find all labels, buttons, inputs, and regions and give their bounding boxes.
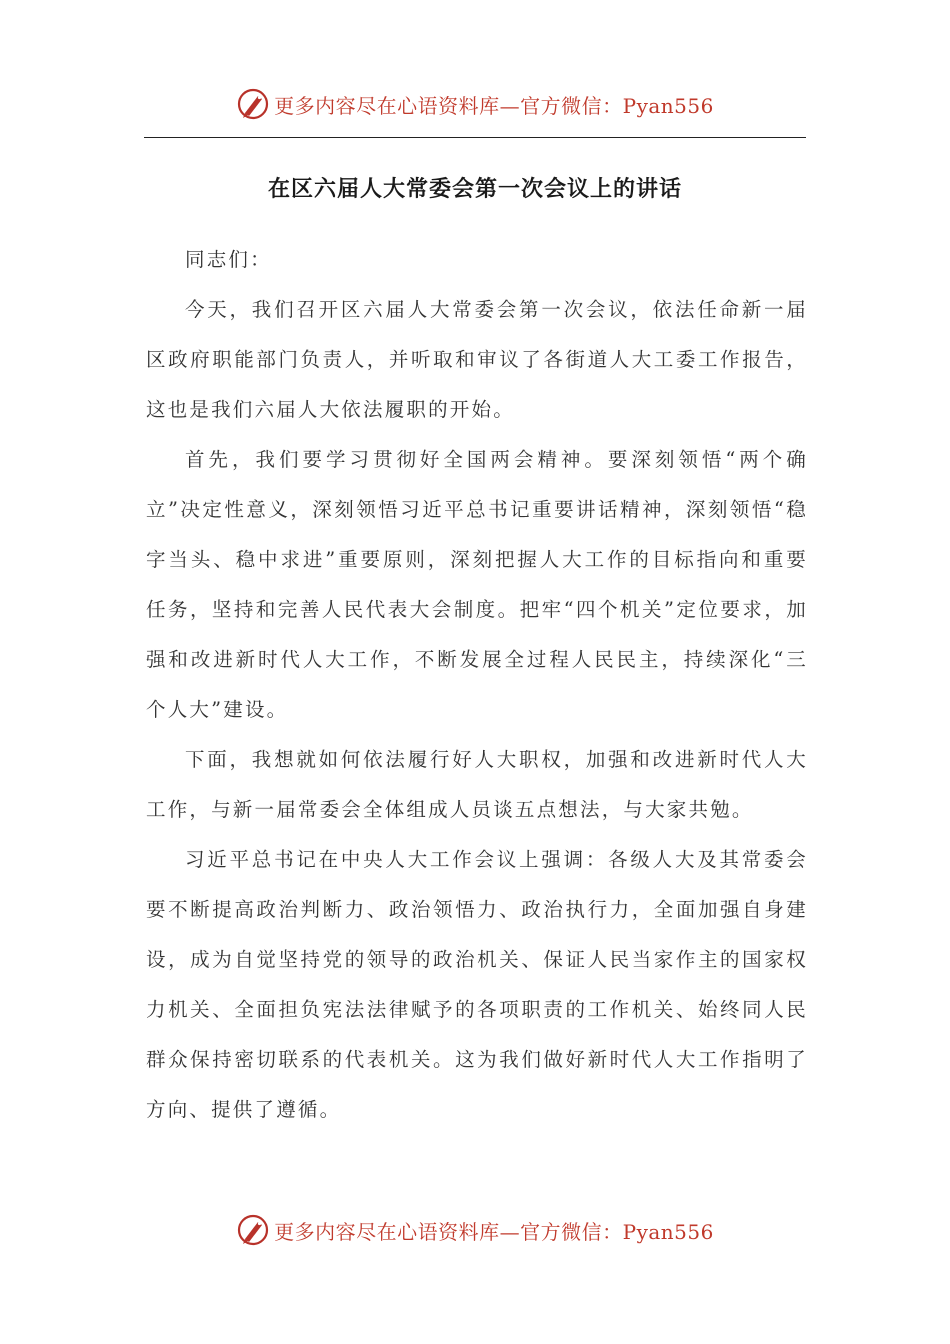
watermark-text: 更多内容尽在心语资料库—官方微信：Pyan556 — [274, 1219, 714, 1244]
paragraph: 今天，我们召开区六届人大常委会第一次会议，依法任命新一届区政府职能部门负责人，并听取和审议了各街道人大工委工作报告，这也是我们六届人大依法履职的开始。 — [146, 298, 808, 421]
paragraph: 下面，我想就如何依法履行好人大职权，加强和改进新时代人大工作，与新一届常委会全体组成人员谈五点想法，与大家共勉。 — [146, 748, 808, 821]
header-watermark-banner — [0, 84, 950, 124]
paragraph: 同志们： — [185, 248, 272, 271]
paragraph: 习近平总书记在中央人大工作会议上强调：各级人大及其常委会要不断提高政治判断力、政治领悟力、政治执行力，全面加强自身建设，成为自觉坚持党的领导的政治机关、保证人民当家作主的国家权力机关、全面担负宪法法律赋予的各项职责的工作机关、始终同人民群众保持密切联系的代表机关。这为我们做好新时代人大工作指明了方向、提供了遵循。 — [146, 848, 808, 1121]
pen-nib-logo-icon — [236, 87, 270, 121]
watermark-text: 更多内容尽在心语资料库—官方微信：Pyan556 — [274, 93, 714, 118]
pen-nib-logo-icon — [236, 1213, 270, 1247]
paragraph: 首先，我们要学习贯彻好全国两会精神。要深刻领悟“两个确立”决定性意义，深刻领悟习近平总书记重要讲话精神，深刻领悟“稳字当头、稳中求进”重要原则，深刻把握人大工作的目标指向和重要任务，坚持和完善人民代表大会制度。把牢“四个机关”定位要求，加强和改进新时代人大工作，不断发展全过程人民民主，持续深化“三个人大”建设。 — [146, 448, 808, 721]
document-body — [146, 235, 808, 1135]
document-title: 在区六届人大常委会第一次会议上的讲话 — [267, 176, 682, 202]
header-divider — [144, 137, 806, 138]
footer-watermark-banner — [0, 1210, 950, 1250]
